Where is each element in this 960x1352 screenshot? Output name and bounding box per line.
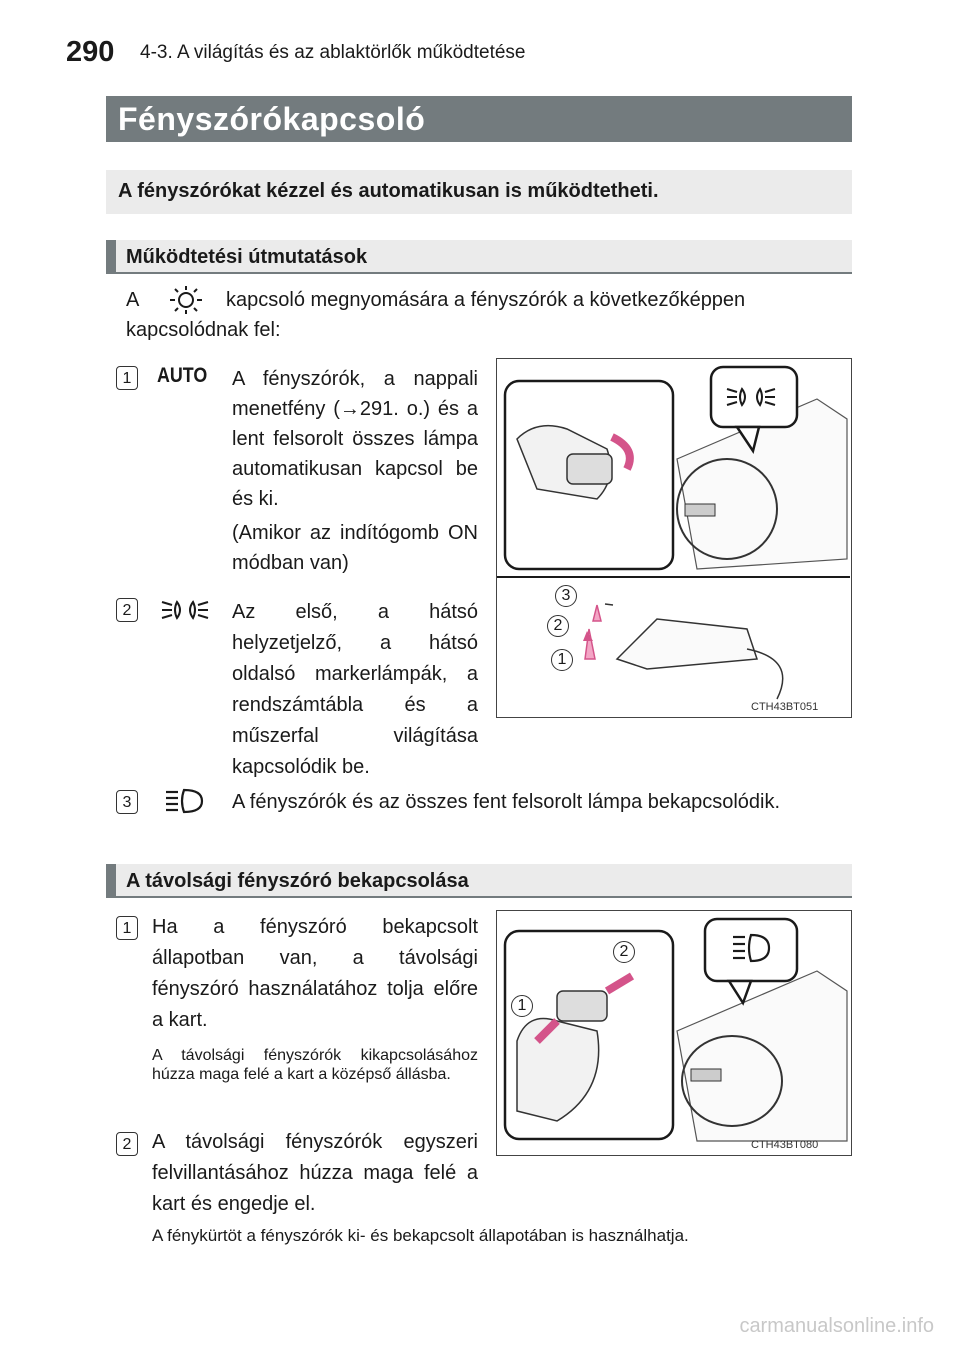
headlight-switch-illustration [497, 359, 850, 716]
light-switch-icon [166, 284, 206, 316]
item-3-text: A fényszórók és az összes fent felsorolt lámpa bekapcsolódik. [232, 791, 781, 813]
item-1-note: (Amikor az indítógomb ON módban van) [232, 522, 478, 574]
auto-icon: AUTO [157, 364, 208, 387]
figure-id: CTH43BT080 [751, 1139, 819, 1151]
item-2-text: Az első, a hátsó helyzetjelző, a hátsó oldalsó markerlámpák, a rendszámtábla és a műszerfal világítása kapcsolódik be. [232, 601, 478, 778]
item-number: 3 [116, 790, 138, 814]
high-beam-illustration [497, 911, 850, 1154]
page-title: Fényszórókapcsoló [118, 101, 426, 137]
figure-headlight-switch [496, 358, 852, 718]
figure-label: 2 [547, 615, 569, 637]
figure-label: 1 [511, 995, 533, 1017]
figure-id: CTH43BT051 [751, 701, 819, 713]
intro-text: A fényszórókat kézzel és automatikusan is működtetheti. [118, 180, 659, 202]
item-number: 2 [116, 1132, 138, 1156]
high-beam-item-2-text: A távolsági fényszórók egyszeri felvillantásához húzza maga felé a kart és engedje el. [152, 1131, 478, 1215]
item-1-text: A fényszórók, a nappali menetfény (→291. o.) és a lent felsorolt összes lámpa automatikusan kapcsol be és ki. [232, 368, 478, 510]
switch-text-b-line2: kapcsolódnak fel: [126, 319, 281, 341]
high-beam-item-1-text: Ha a fényszóró bekapcsolt állapotban van, a távolsági fényszóró használatához tolja előre a kart. [152, 916, 478, 1031]
switch-text-b-line1: kapcsoló megnyomására a fényszórók a következőképpen [226, 289, 746, 311]
figure-label: 2 [613, 941, 635, 963]
switch-text-a: A [126, 289, 140, 311]
headlight-icon [162, 786, 206, 816]
item-number: 2 [116, 598, 138, 622]
watermark: carmanualsonline.info [739, 1315, 934, 1337]
high-beam-item-1-note: A távolsági fényszórók kikapcsolásához húzza maga felé a kart a középső állásba. [152, 1047, 478, 1083]
item-number: 1 [116, 366, 138, 390]
figure-label: 3 [555, 585, 577, 607]
tail-light-icon [160, 596, 210, 624]
item-number: 1 [116, 916, 138, 940]
page-number: 290 [66, 36, 115, 68]
section-heading-operation: Működtetési útmutatások [126, 246, 368, 268]
figure-high-beam [496, 910, 852, 1156]
flash-note: A fénykürtöt a fényszórók ki- és bekapcsolt állapotában is használhatja. [152, 1226, 689, 1245]
section-heading-high-beam: A távolsági fényszóró bekapcsolása [126, 870, 469, 892]
figure-label: 1 [551, 649, 573, 671]
chapter-title: 4-3. A világítás és az ablaktörlők működtetése [140, 42, 526, 63]
